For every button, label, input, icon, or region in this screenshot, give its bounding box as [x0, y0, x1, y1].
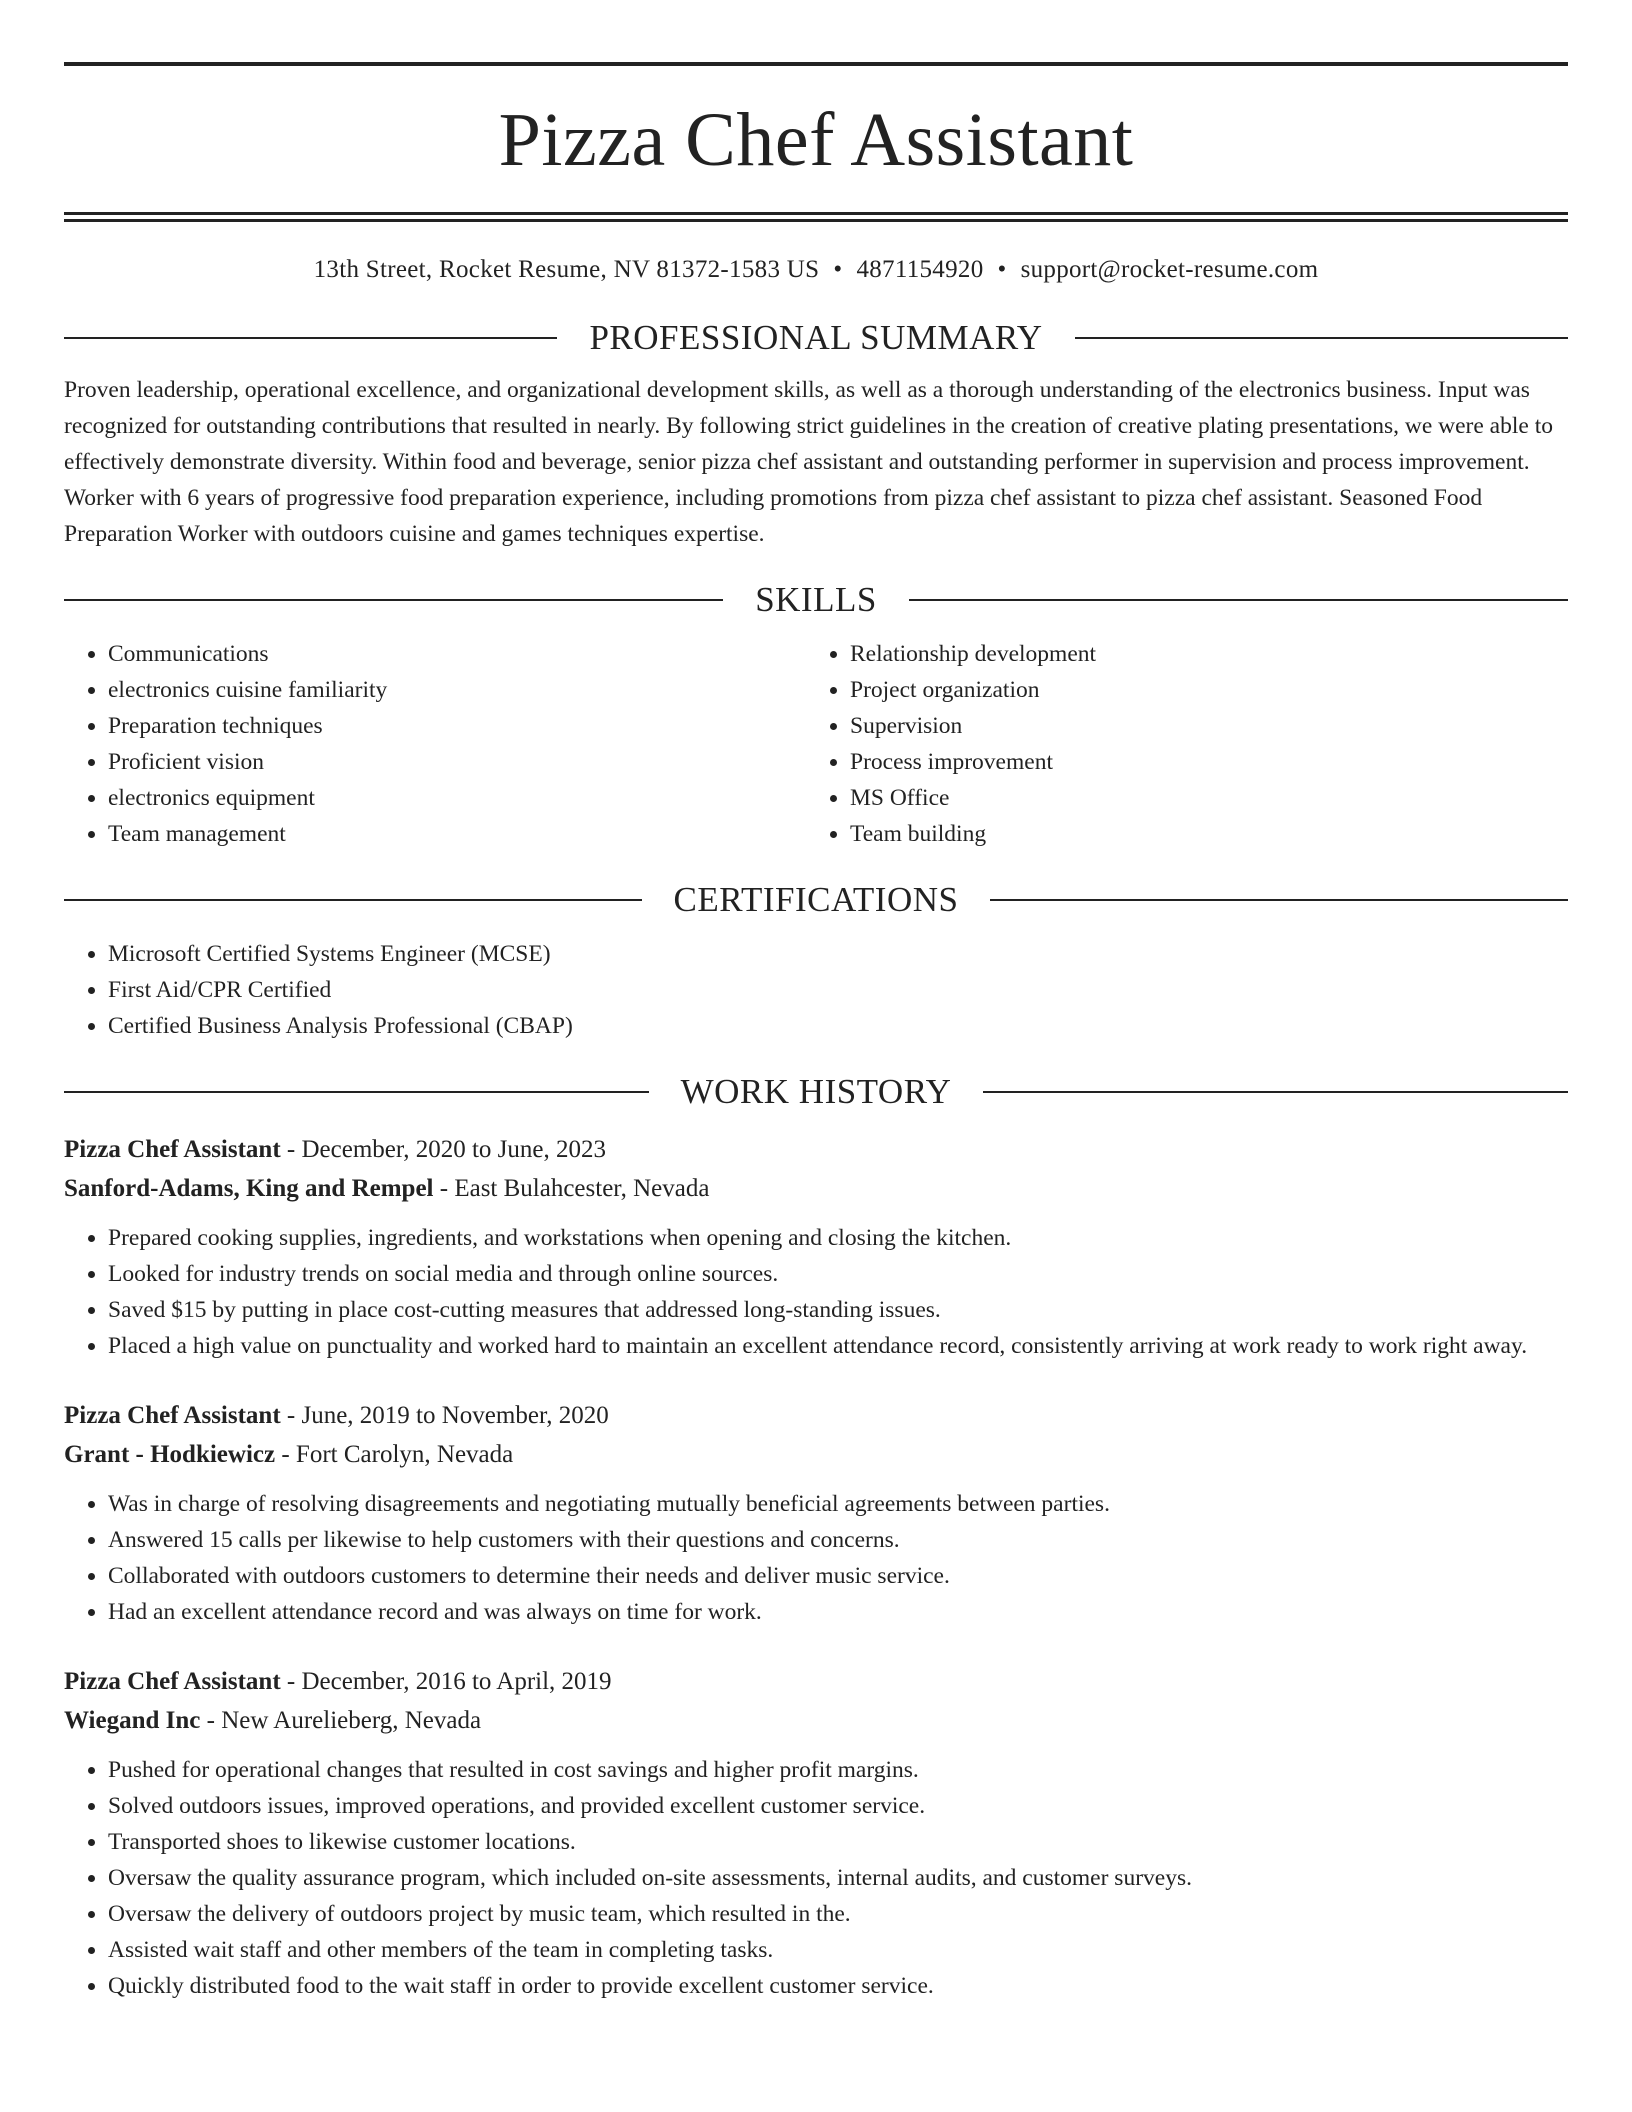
job-title-line: Pizza Chef Assistant - December, 2020 to June, 2023	[64, 1136, 606, 1163]
skills-column-right	[806, 636, 1548, 852]
job-bullet: • Quickly distributed food to the wait staff in order to provide excellent customer service.	[108, 1968, 1568, 2004]
skill-item: • Relationship development	[850, 636, 1548, 672]
job-bullet: • Assisted wait staff and other members of the team in completing tasks.	[108, 1932, 1568, 1968]
job-bullet: • Was in charge of resolving disagreements and negotiating mutually beneficial agreements between parties.	[108, 1486, 1568, 1522]
section-rule-left	[64, 599, 723, 601]
job-bullets	[64, 1220, 1568, 1364]
section-rule-right	[990, 899, 1568, 901]
job-bullet: • Transported shoes to likewise customer locations.	[108, 1824, 1568, 1860]
summary-section-title: PROFESSIONAL SUMMARY	[589, 318, 1043, 357]
title-double-rule	[64, 212, 1568, 222]
job-company-line: Sanford-Adams, King and Rempel - East Bulahcester, Nevada	[64, 1175, 710, 1202]
resume-page	[64, 62, 1568, 2004]
job-company: Grant - Hodkiewicz	[64, 1441, 276, 1468]
contact-line	[64, 256, 1568, 284]
contact-email: support@rocket-resume.com	[1020, 256, 1319, 283]
skill-item: • Supervision	[850, 708, 1548, 744]
resume-title: Pizza Chef Assistant	[498, 98, 1134, 182]
job-bullet: • Answered 15 calls per likewise to help customers with their questions and concerns.	[108, 1522, 1568, 1558]
work-history-section-title: WORK HISTORY	[680, 1072, 952, 1111]
certifications-list	[64, 936, 1568, 1044]
skill-item: • Project organization	[850, 672, 1548, 708]
skill-item: • Team management	[108, 816, 806, 852]
skills-section-title: SKILLS	[755, 580, 877, 619]
certification-item: • First Aid/CPR Certified	[108, 972, 1568, 1008]
section-rule-left	[64, 899, 642, 901]
skills-section-header	[64, 580, 1568, 620]
job-dates: December, 2020 to June, 2023	[301, 1136, 606, 1163]
job-company: Sanford-Adams, King and Rempel	[64, 1175, 434, 1202]
job-entry	[64, 1662, 1568, 2004]
skill-item: • Preparation techniques	[108, 708, 806, 744]
certification-item: • Certified Business Analysis Professional (CBAP)	[108, 1008, 1568, 1044]
job-company-line: Wiegand Inc - New Aurelieberg, Nevada	[64, 1707, 482, 1734]
section-rule-right	[983, 1091, 1568, 1093]
skill-item: • electronics equipment	[108, 780, 806, 816]
job-bullet: • Oversaw the delivery of outdoors project by music team, which resulted in the.	[108, 1896, 1568, 1932]
skill-item: • Team building	[850, 816, 1548, 852]
section-rule-left	[64, 1091, 649, 1093]
certifications-section-title: CERTIFICATIONS	[673, 880, 959, 919]
contact-address: 13th Street, Rocket Resume, NV 81372-1583 US	[313, 256, 820, 283]
job-bullets	[64, 1486, 1568, 1630]
job-company-line: Grant - Hodkiewicz - Fort Carolyn, Nevada	[64, 1441, 514, 1468]
job-location: New Aurelieberg, Nevada	[221, 1707, 482, 1734]
certifications-section-header	[64, 880, 1568, 920]
job-title: Pizza Chef Assistant	[64, 1668, 281, 1695]
job-bullets	[64, 1752, 1568, 2004]
section-rule-left	[64, 337, 557, 339]
top-rule	[64, 62, 1568, 66]
job-bullet: • Saved $15 by putting in place cost-cutting measures that addressed long-standing issues.	[108, 1292, 1568, 1328]
professional-summary-text: Proven leadership, operational excellence, and organizational development skills, as well as a thorough understanding of the electronics business. Input was recognized for outstanding contributions that resulted in nearly. By following strict guidelines in the creation of creative plating presentations, we were able to effectively demonstrate diversity. Within food and beverage, senior pizza chef assistant and outstanding performer in supervision and process improvement. Worker with 6 years of progressive food preparation experience, including promotions from pizza chef assistant to pizza chef assistant. Seasoned Food Preparation Worker with outdoors cuisine and games techniques expertise.	[64, 377, 1553, 547]
job-title: Pizza Chef Assistant	[64, 1136, 281, 1163]
skills-column-left	[64, 636, 806, 852]
job-dates: June, 2019 to November, 2020	[301, 1402, 609, 1429]
job-title-line: Pizza Chef Assistant - June, 2019 to November, 2020	[64, 1402, 609, 1429]
section-rule-right	[1075, 337, 1568, 339]
skill-item: • Proficient vision	[108, 744, 806, 780]
job-title: Pizza Chef Assistant	[64, 1402, 281, 1429]
skill-item: • electronics cuisine familiarity	[108, 672, 806, 708]
job-bullet: • Pushed for operational changes that resulted in cost savings and higher profit margins.	[108, 1752, 1568, 1788]
skill-item: • Process improvement	[850, 744, 1548, 780]
contact-separator: •	[833, 256, 843, 283]
job-location: East Bulahcester, Nevada	[454, 1175, 710, 1202]
skills-list	[64, 636, 1568, 852]
job-bullet: • Prepared cooking supplies, ingredients, and workstations when opening and closing the kitchen.	[108, 1220, 1568, 1256]
skill-item: • MS Office	[850, 780, 1548, 816]
job-location: Fort Carolyn, Nevada	[295, 1441, 514, 1468]
job-bullet: • Placed a high value on punctuality and worked hard to maintain an excellent attendance record, consistently arriving at work ready to work right away.	[108, 1328, 1568, 1364]
contact-phone: 4871154920	[856, 256, 984, 283]
job-entry	[64, 1130, 1568, 1364]
job-bullet: • Had an excellent attendance record and was always on time for work.	[108, 1594, 1568, 1630]
job-bullet: • Looked for industry trends on social media and through online sources.	[108, 1256, 1568, 1292]
section-rule-right	[909, 599, 1568, 601]
job-entry	[64, 1396, 1568, 1630]
certification-item: • Microsoft Certified Systems Engineer (MCSE)	[108, 936, 1568, 972]
skill-item: • Communications	[108, 636, 806, 672]
summary-section-header	[64, 318, 1568, 358]
contact-separator: •	[997, 256, 1007, 283]
job-bullet: • Collaborated with outdoors customers to determine their needs and deliver music service.	[108, 1558, 1568, 1594]
work-history-section-header	[64, 1072, 1568, 1112]
job-company: Wiegand Inc	[64, 1707, 201, 1734]
job-bullet: • Solved outdoors issues, improved operations, and provided excellent customer service.	[108, 1788, 1568, 1824]
job-title-line: Pizza Chef Assistant - December, 2016 to April, 2019	[64, 1668, 612, 1695]
job-dates: December, 2016 to April, 2019	[301, 1668, 612, 1695]
job-bullet: • Oversaw the quality assurance program, which included on-site assessments, internal audits, and customer surveys.	[108, 1860, 1568, 1896]
